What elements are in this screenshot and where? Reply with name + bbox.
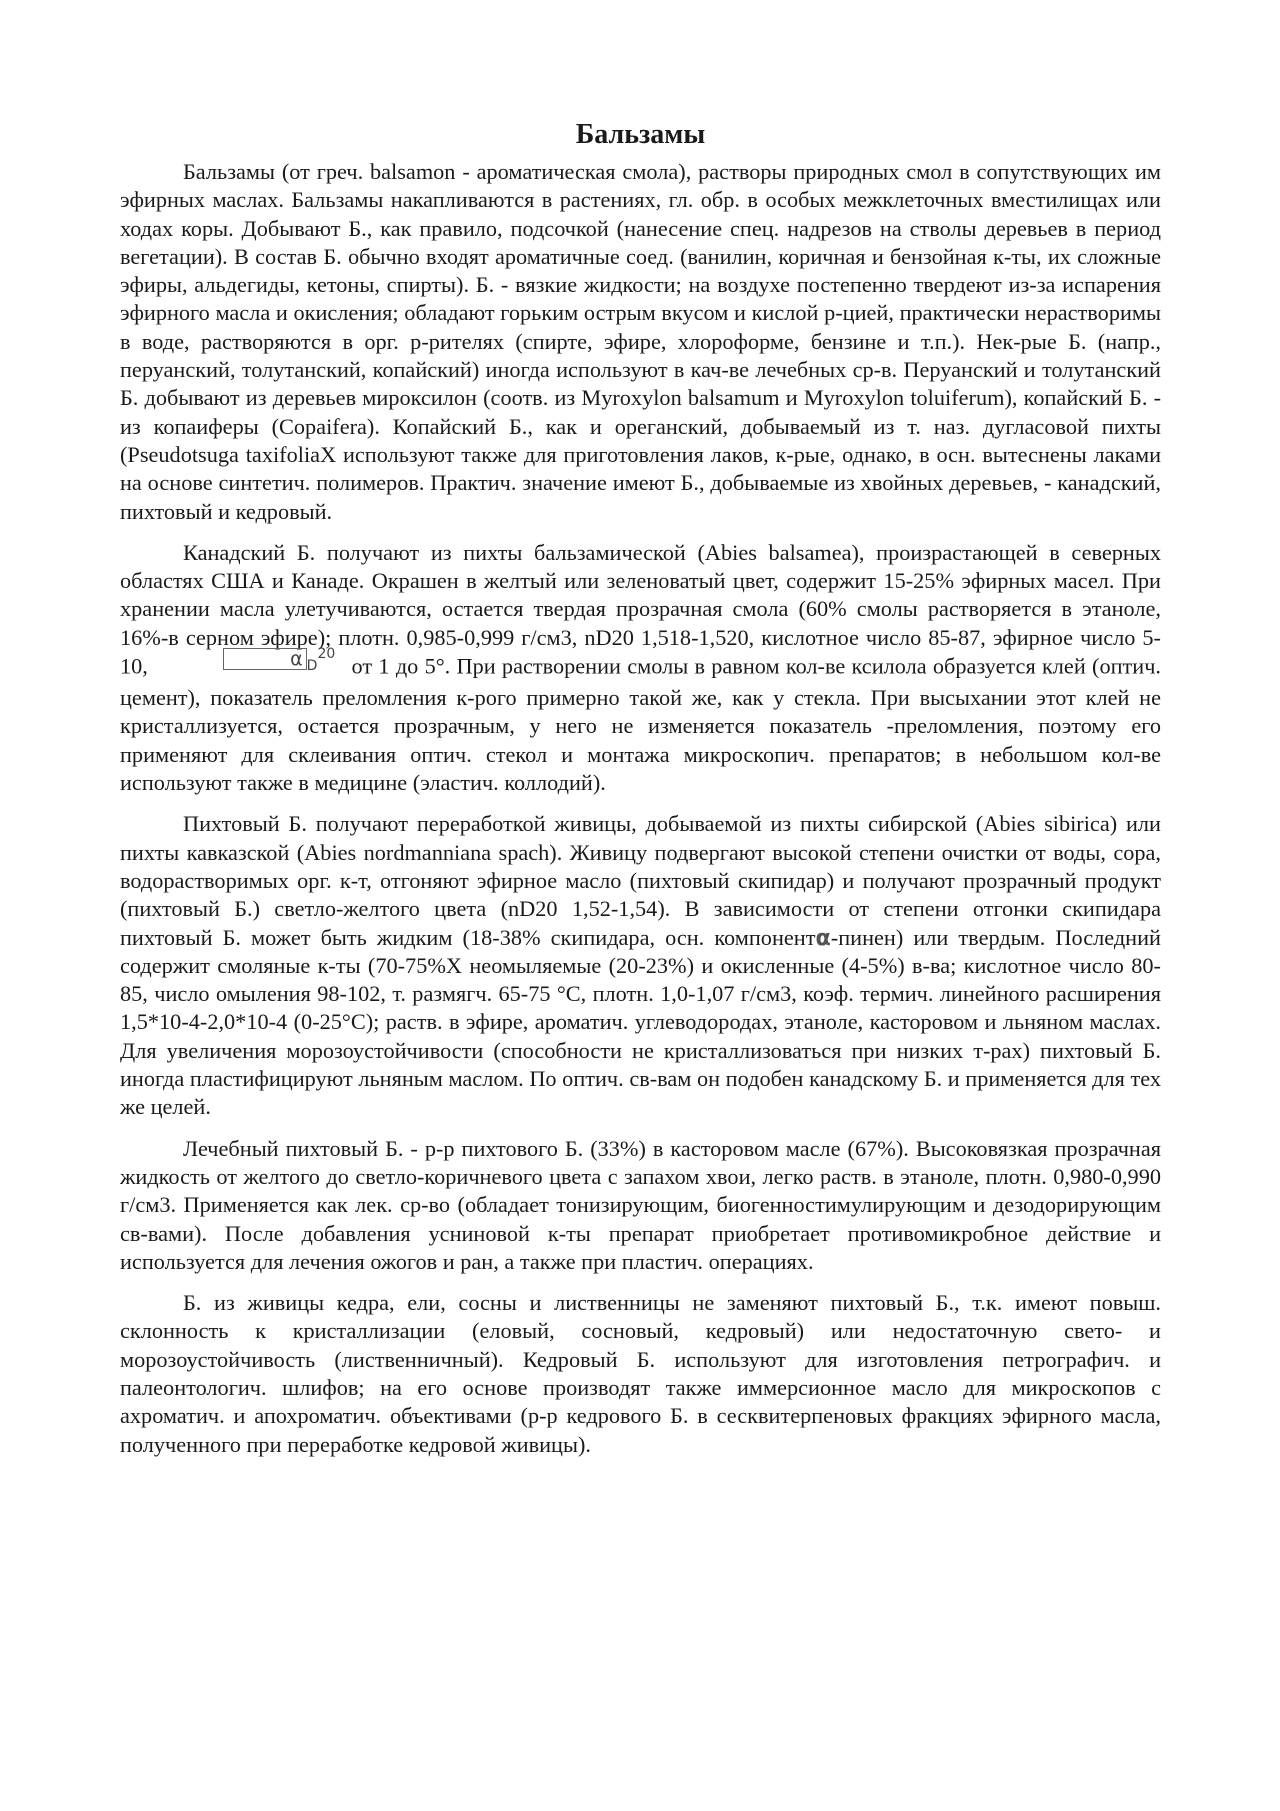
specific-rotation-formula [160,644,335,676]
formula-subscript: D [306,658,318,675]
alpha-bracket: α [223,648,307,670]
paragraph-fir-text-a: Пихтовый Б. получают переработкой живицы, добываемой из пихты сибирской (Abies sibirica) или пихты кавказской (Abies nordmanniana spach). Живицу подвергают высокой степени очистки от воды, сора, водорастворимых орг. к-т, отгоняют эфирное масло (пихтовый скипидар) и получают прозрачный продукт (пихтовый Б.) светло-желтого цвета (nD20 1,52-1,54). В зависимости от степени отгонки скипидара пихтовый Б. может быть жидким (18-38% скипидара, осн. компонент [120,811,1161,950]
paragraph-canadian [120,539,1161,798]
document-page [120,118,1161,1472]
paragraph-intro: Бальзамы (от греч. balsamon - ароматическая смола), растворы природных смол в сопутствующих им эфирных маслах. Бальзамы накапливаются в растениях, гл. обр. в особых межклеточных вместилищах или ходах коры. Добывают Б., как правило, подсочкой (нанесение спец. надрезов на стволы деревьев в период вегетации). В состав Б. обычно входят ароматичные соед. (ванилин, коричная и бензойная к-ты, их сложные эфиры, альдегиды, кетоны, спирты). Б. - вязкие жидкости; на воздухе постепенно твердеют из-за испарения эфирного масла и окисления; обладают горьким острым вкусом и кислой р-цией, практически нерастворимы в воде, растворяются в орг. р-рителях (спирте, эфире, хлороформе, бензине и т.п.). Нек-рые Б. (напр., перуанский, толутанский, копайский) иногда используют в кач-ве лечебных ср-в. Перуанский и толутанский Б. добывают из деревьев мироксилон (соотв. из Myroxylon balsamum и Myroxylon toluiferum), копайский Б. - из копаиферы (Copaifera). Копайский Б., как и ореганский, добываемый из т. наз. дугласовой пихты (Pseudotsuga taxifoliaX используют также для приготовления лаков, к-рые, однако, в осн. вытеснены лаками на основе синтетич. полимеров. Практич. значение имеют Б., добываемые из хвойных деревьев, - канадский, пихтовый и кедровый. [120,159,1161,524]
paragraph-canadian-text-a: Канадский Б. получают из пихты бальзамической (Abies balsamea), произрастающей в северных областях США и Канаде. Окрашен в желтый или зеленоватый цвет, содержит 15-25% эфирных масел. При хранении масла улетучиваются, остается твердая прозрачная смола (60% смолы растворяется в этаноле, 16%-в серном эфире); плотн. 0,985-0,999 г/см3, nD20 1,518-1,520, кислотное число 85-87, эфирное число 5-10, [120,539,1161,679]
paragraph-fir [120,810,1161,1121]
alpha-symbol: α [815,924,831,951]
paragraph-cedar: Б. из живицы кедра, ели, сосны и лиственницы не заменяют пихтовый Б., т.к. имеют повыш. склонность к кристаллизации (еловый, сосновый, кедровый) или недостаточную свето- и морозоустойчивость (лиственничный). Кедровый Б. используют для изготовления петрографич. и палеонтологич. шлифов; на его основе производят также иммерсионное масло для микроскопов с ахроматич. и апохроматич. объективами (р-р кедрового Б. в сесквитерпеновых фракциях эфирного масла, полученного при переработке кедровой живицы). [120,1290,1161,1457]
paragraph-fir-text-b: -пинен) или твердым. Последний содержит смоляные к-ты (70-75%X неомыляемые (20-23%) и окисленные (4-5%) в-ва; кислотное число 80-85, число омыления 98-102, т. размягч. 65-75 °С, плотн. 1,0-1,07 г/см3, коэф. термич. линейного расширения 1,5*10-4-2,0*10-4 (0-25°С); раств. в эфире, ароматич. углеводородах, этаноле, касторовом и льняном маслах. Для увеличения морозоустойчивости (способности не кристаллизоваться при низких т-рах) пихтовый Б. иногда пластифицируют льняным маслом. По оптич. св-вам он подобен канадскому Б. и применяется для тех же целей. [120,924,1161,1120]
formula-superscript: 20 [317,646,336,663]
paragraph-canadian-text-b: от 1 до 5°. При растворении смолы в равном кол-ве ксилола образуется клей (оптич. цемент), показатель преломления к-рого примерно такой же, как у стекла. При высыхании этот клей не кристаллизуется, остается прозрачным, у него не изменяется показатель -преломления, поэтому его применяют для склеивания оптич. стекол и монтажа микроскопич. препаратов; в небольшом кол-ве используют также в медицине (эластич. коллодий). [120,653,1161,796]
paragraph-medicinal: Лечебный пихтовый Б. - р-р пихтового Б. (33%) в касторовом масле (67%). Высоковязкая прозрачная жидкость от желтого до светло-коричневого цвета с запахом хвои, легко раств. в этаноле, плотн. 0,980-0,990 г/см3. Применяется как лек. ср-во (обладает тонизирующим, биогенностимулирующим и дезодорирующим св-вами). После добавления усниновой к-ты препарат приобретает противомикробное действие и используется для лечения ожогов и ран, а также при пластич. операциях. [120,1135,1161,1274]
page-title: Бальзамы [575,119,706,150]
